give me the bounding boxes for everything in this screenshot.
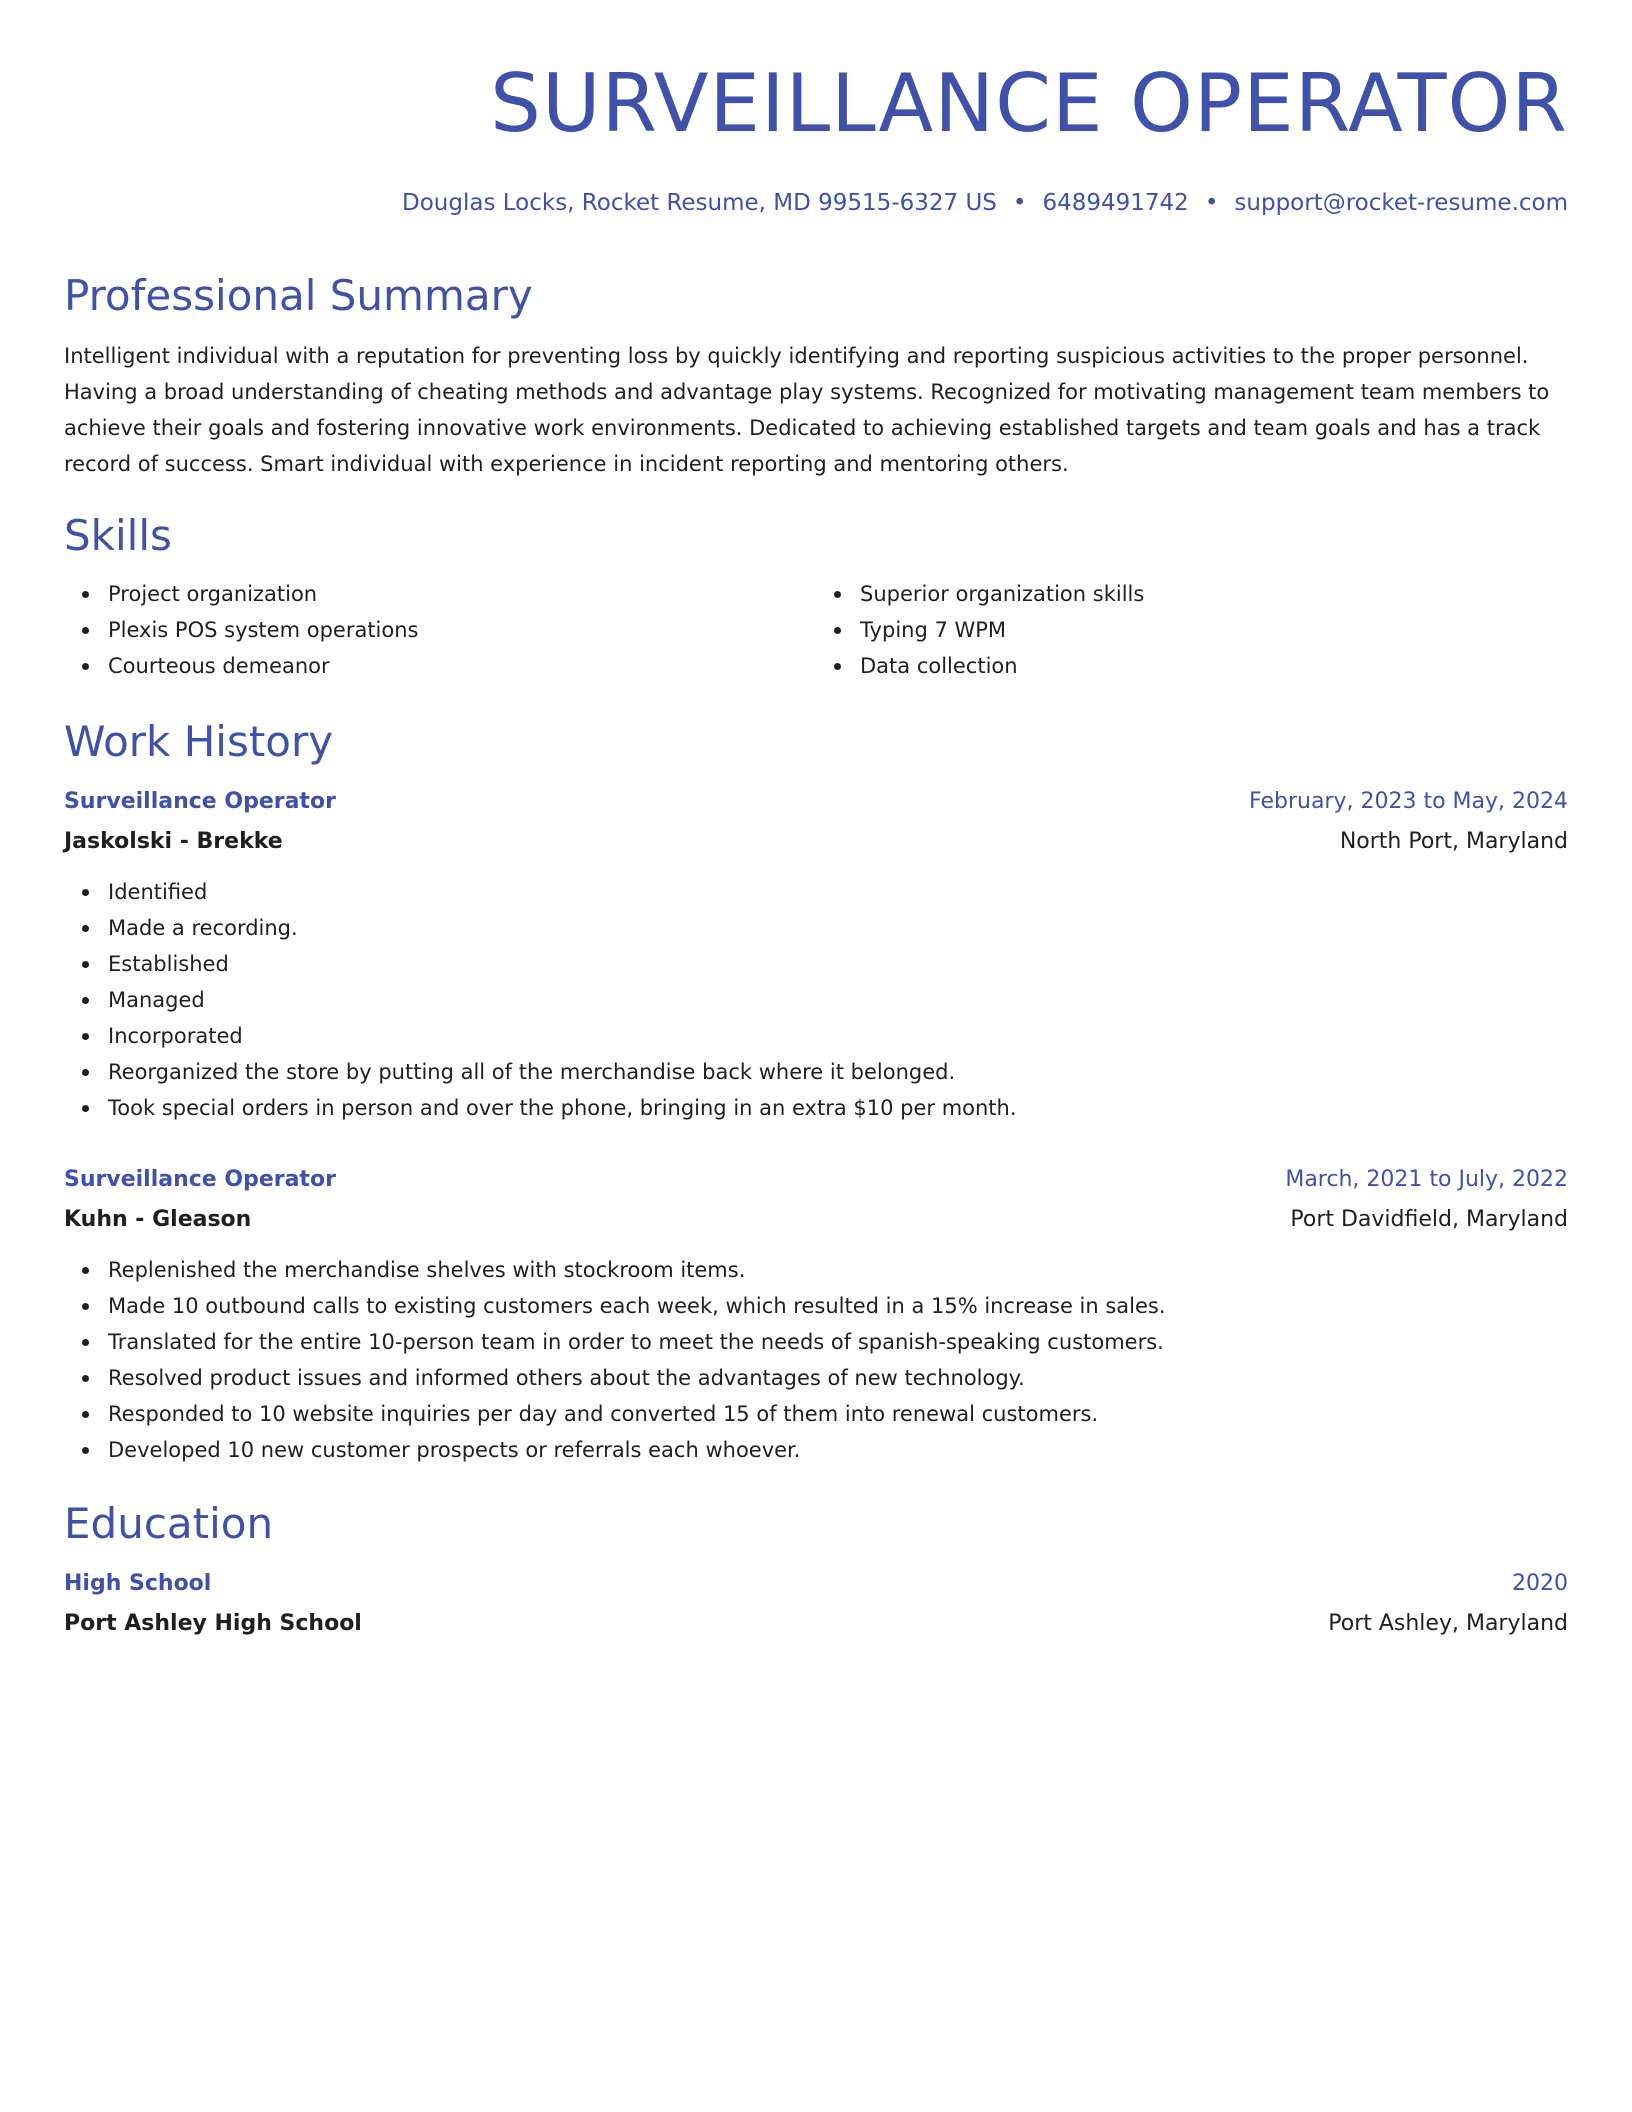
job-duty-item: Managed (108, 982, 1568, 1018)
skill-item: Superior organization skills (860, 576, 1568, 612)
skills-column-right (816, 576, 1568, 684)
job-dates: February, 2023 to May, 2024 (1249, 789, 1568, 814)
job-duty-item: Resolved product issues and informed others about the advantages of new technology. (108, 1360, 1568, 1396)
job-location: North Port, Maryland (1339, 829, 1568, 854)
education-entry (64, 1564, 1568, 1644)
work-history-heading: Work History (64, 717, 334, 766)
resume-header (64, 56, 1568, 218)
job-company: Kuhn - Gleason (64, 1207, 252, 1232)
job-duties (64, 874, 1568, 1126)
job-duty-item: Replenished the merchandise shelves with stockroom items. (108, 1252, 1568, 1288)
job-company-row (64, 1200, 1568, 1240)
job-title: Surveillance Operator (64, 1167, 336, 1192)
education-section (64, 1498, 1568, 1644)
skills-section (64, 510, 1568, 684)
job-duties (64, 1252, 1568, 1468)
job-duty-item: Established (108, 946, 1568, 982)
contact-email: support@rocket-resume.com (1234, 190, 1568, 216)
job-header-row (64, 782, 1568, 822)
skill-item: Courteous demeanor (108, 648, 816, 684)
contact-separator: • (1204, 190, 1219, 216)
summary-section (64, 270, 1568, 482)
summary-heading: Professional Summary (64, 271, 533, 320)
education-degree: High School (64, 1571, 212, 1596)
education-school: Port Ashley High School (64, 1611, 362, 1636)
job-duty-item: Reorganized the store by putting all of the merchandise back where it belonged. (108, 1054, 1568, 1090)
job-header-row (64, 1160, 1568, 1200)
job-entry (64, 1160, 1568, 1468)
job-duty-item: Incorporated (108, 1018, 1568, 1054)
contact-separator: • (1012, 190, 1027, 216)
skills-heading: Skills (64, 511, 172, 560)
job-duty-item: Identified (108, 874, 1568, 910)
skill-item: Plexis POS system operations (108, 612, 816, 648)
job-duty-item: Made 10 outbound calls to existing customers each week, which resulted in a 15% increase in sales. (108, 1288, 1568, 1324)
education-location: Port Ashley, Maryland (1328, 1611, 1568, 1636)
skill-item: Data collection (860, 648, 1568, 684)
job-duty-item: Made a recording. (108, 910, 1568, 946)
skill-item: Typing 7 WPM (860, 612, 1568, 648)
job-dates: March, 2021 to July, 2022 (1285, 1167, 1568, 1192)
job-title: Surveillance Operator (64, 789, 336, 814)
job-duty-item: Responded to 10 website inquiries per day and converted 15 of them into renewal customers. (108, 1396, 1568, 1432)
contact-line (64, 188, 1568, 218)
contact-address: Douglas Locks, Rocket Resume, MD 99515-6327 US (402, 190, 997, 216)
skills-column-left (64, 576, 816, 684)
job-duty-item: Translated for the entire 10-person team in order to meet the needs of spanish-speaking customers. (108, 1324, 1568, 1360)
candidate-title: SURVEILLANCE OPERATOR (490, 57, 1568, 150)
job-company-row (64, 822, 1568, 862)
education-header-row (64, 1564, 1568, 1604)
education-heading: Education (64, 1499, 274, 1548)
job-company: Jaskolski - Brekke (64, 829, 283, 854)
job-location: Port Davidfield, Maryland (1290, 1207, 1568, 1232)
work-history-section (64, 716, 1568, 1468)
job-duty-item: Developed 10 new customer prospects or referrals each whoever. (108, 1432, 1568, 1468)
summary-text: Intelligent individual with a reputation for preventing loss by quickly identifying and reporting suspicious activities to the proper personnel. Having a broad understanding of cheating methods and advantage play systems. Recognized for motivating management team members to achieve their goals and fostering innovative work environments. Dedicated to achieving established targets and team goals and has a track record of success. Smart individual with experience in incident reporting and mentoring others. (64, 344, 1550, 476)
skills-grid (64, 576, 1568, 684)
contact-phone: 6489491742 (1042, 190, 1189, 216)
education-year: 2020 (1512, 1571, 1568, 1596)
skill-item: Project organization (108, 576, 816, 612)
job-duty-item: Took special orders in person and over the phone, bringing in an extra $10 per month. (108, 1090, 1568, 1126)
education-school-row (64, 1604, 1568, 1644)
job-entry (64, 782, 1568, 1126)
